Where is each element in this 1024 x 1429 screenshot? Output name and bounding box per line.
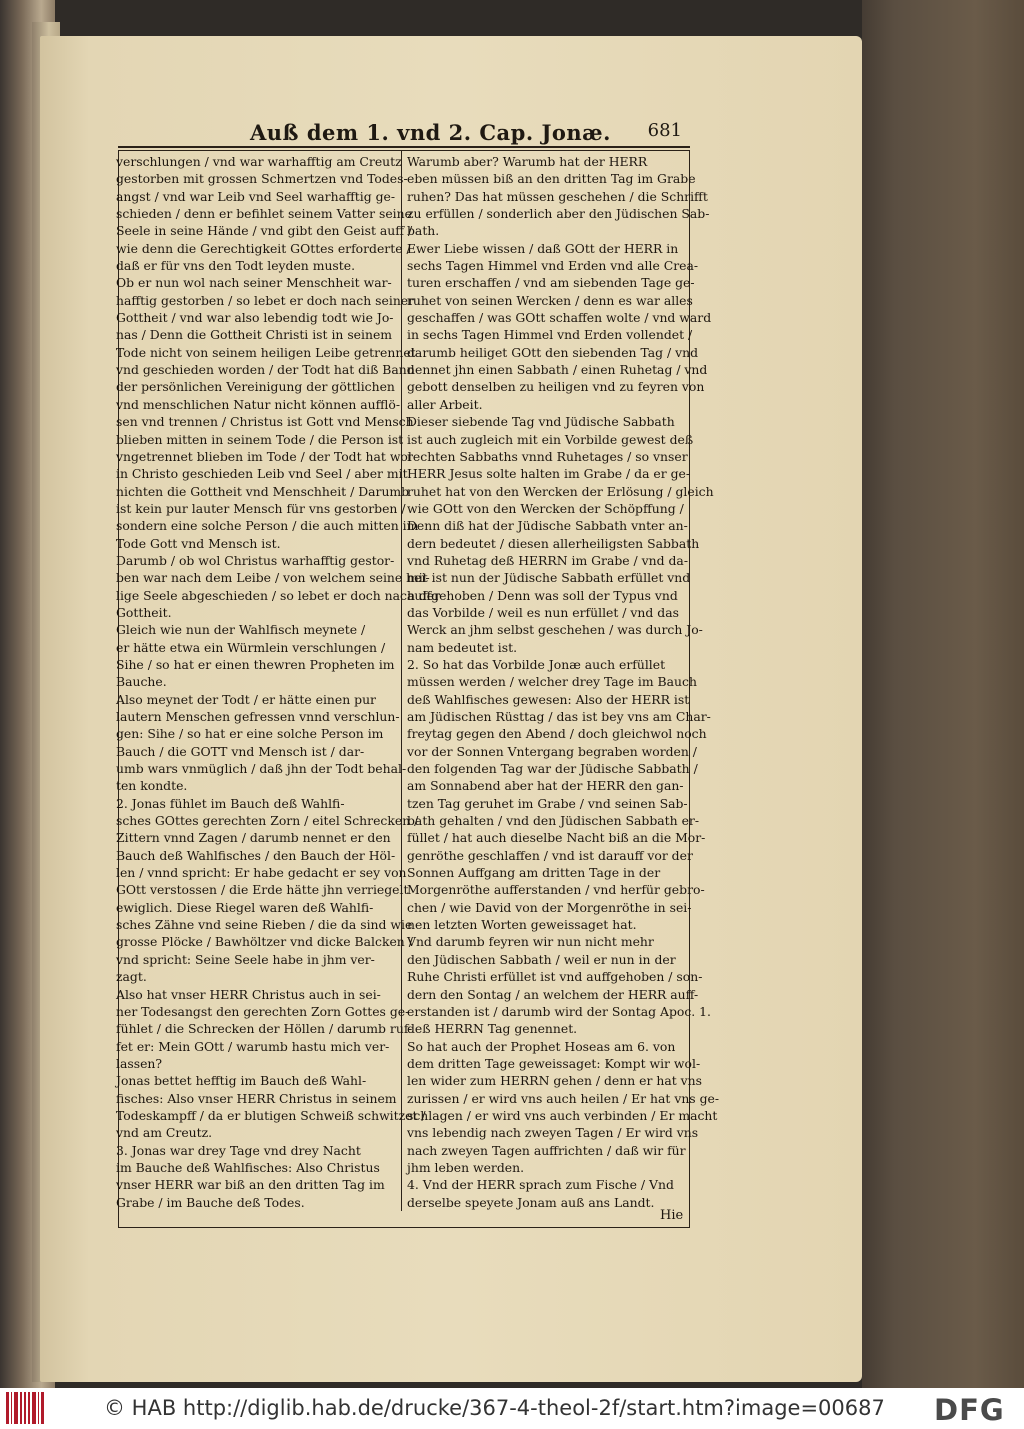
text-line: gestorben mit grossen Schmertzen vnd Todes- [116, 171, 408, 187]
text-line: vnd menschlichen Natur nicht können aufflö- [116, 396, 401, 412]
text-line: rechten Sabbaths vnnd Ruhetages / so vnser [407, 448, 688, 464]
text-line: bath. [407, 223, 440, 239]
text-line: er hätte etwa ein Würmlein verschlungen / [116, 639, 386, 655]
text-line: Seele in seine Hände / vnd gibt den Geist auff / [116, 223, 413, 239]
text-line: vnd am Creutz. [116, 1125, 213, 1141]
text-line: 3. Jonas war drey Tage vnd drey Nacht [116, 1142, 361, 1158]
text-line: sen vnd trennen / Christus ist Gott vnd Mensch [116, 414, 414, 430]
text-line: sechs Tagen Himmel vnd Erden vnd alle Crea- [407, 258, 699, 274]
text-line: ner Todesangst den gerechten Zorn Gottes ge- [116, 1003, 410, 1019]
text-line: auffgehoben / Denn was soll der Typus vnd [407, 587, 678, 603]
text-line: eben müssen biß an den dritten Tag im Grabe [407, 171, 696, 187]
text-line: füllet / hat auch dieselbe Nacht biß an die Mor- [407, 830, 706, 846]
text-line: zurissen / er wird vns auch heilen / Er hat vns ge- [407, 1090, 720, 1106]
text-line: nichten die Gottheit vnd Menschheit / Darumb [116, 483, 410, 499]
text-line: ruhet von seinen Wercken / denn es war alles [407, 292, 693, 308]
text-line: dern bedeutet / diesen allerheiligsten Sabbath [407, 535, 700, 551]
text-line: Gottheit / vnd war also lebendig todt wie Jo- [116, 310, 394, 326]
text-line: wie GOtt von den Wercken der Schöpffung / [407, 500, 684, 516]
text-line: darumb heiliget GOtt den siebenden Tag / vnd [407, 344, 699, 360]
text-line: Warumb aber? Warumb hat der HERR [407, 154, 648, 169]
text-line: mit ist nun der Jüdische Sabbath erfüllet vnd [407, 570, 691, 586]
text-line: len wider zum HERRN gehen / denn er hat vns [407, 1073, 702, 1089]
text-line: Jonas bettet hefftig im Bauch deß Wahl- [116, 1073, 367, 1089]
text-line: müssen werden / welcher drey Tage im Bauch [407, 674, 697, 690]
text-line: tzen Tag geruhet im Grabe / vnd seinen Sab- [407, 795, 688, 811]
text-line: aller Arbeit. [407, 396, 483, 412]
text-line: fühlet / die Schrecken der Höllen / darumb ruf- [116, 1021, 413, 1037]
text-line: lassen? [116, 1055, 163, 1071]
page-number: 681 [647, 120, 682, 141]
text-line: schlagen / er wird vns auch verbinden / Er macht [407, 1107, 718, 1123]
text-line: daß er für vns den Todt leyden muste. [116, 258, 356, 274]
text-line: der persönlichen Vereinigung der göttlichen [116, 379, 395, 395]
text-line: grosse Plöcke / Bawhöltzer vnd dicke Balcken / [116, 934, 413, 950]
text-line: den Jüdischen Sabbath / weil er nun in der [407, 951, 676, 967]
source-url[interactable]: © HAB http://diglib.hab.de/drucke/367-4-theol-2f/start.htm?image=00687 [104, 1396, 885, 1420]
text-line: ten kondte. [116, 778, 188, 794]
text-line: fisches: Also vnser HERR Christus in seinem [116, 1090, 397, 1106]
text-line: Tode Gott vnd Mensch ist. [116, 535, 281, 551]
text-line: Tode nicht von seinem heiligen Leibe getrennet [116, 344, 416, 360]
text-line: derselbe speyete Jonam auß ans Landt. [407, 1194, 655, 1210]
text-line: umb wars vnmüglich / daß jhn der Todt behal- [116, 761, 407, 777]
text-line: verschlungen / vnd war warhafftig am Creutz [116, 154, 402, 169]
text-line: geschaffen / was GOtt schaffen wolte / vnd ward [407, 310, 712, 326]
text-line: Denn diß hat der Jüdische Sabbath vnter an- [407, 518, 688, 534]
text-line: Werck an jhm selbst geschehen / was durch Jo- [407, 622, 703, 638]
text-line: 2. Jonas fühlet im Bauch deß Wahlfi- [116, 795, 345, 811]
text-line: Sonnen Auffgang am dritten Tage in der [407, 865, 661, 881]
text-line: Bauch deß Wahlfisches / den Bauch der Höl- [116, 847, 396, 863]
text-line: bath gehalten / vnd den Jüdischen Sabbath er- [407, 813, 700, 829]
text-line: So hat auch der Prophet Hoseas am 6. von [407, 1038, 676, 1054]
text-line: deß Wahlfisches gewesen: Also der HERR ist [407, 691, 690, 707]
text-line: ruhen? Das hat müssen geschehen / die Schrifft [407, 188, 708, 204]
text-line: Todeskampff / da er blutigen Schweiß schwitzet / [116, 1107, 426, 1123]
text-line: Also hat vnser HERR Christus auch in sei- [116, 986, 381, 1002]
text-line: schieden / denn er befihlet seinem Vatter seine [116, 206, 412, 222]
text-line: zu erfüllen / sonderlich aber den Jüdischen Sab- [407, 206, 710, 222]
text-line: Morgenröthe aufferstanden / vnd herfür gebro- [407, 882, 705, 898]
text-line: jhm leben werden. [407, 1159, 525, 1175]
text-line: Vnd darumb feyren wir nun nicht mehr [407, 934, 654, 950]
text-line: gebott denselben zu heiligen vnd zu feyren von [407, 379, 705, 395]
text-line: freytag gegen den Abend / doch gleichwol noch [407, 726, 707, 742]
text-line: vnser HERR war biß an den dritten Tag im [116, 1177, 385, 1193]
text-line: vngetrennet blieben im Tode / der Todt hat wol [116, 448, 412, 464]
running-header [118, 114, 690, 148]
text-line: blieben mitten in seinem Tode / die Person ist [116, 431, 404, 447]
text-line: Bauch / die GOTT vnd Mensch ist / dar- [116, 743, 365, 759]
text-line: in sechs Tagen Himmel vnd Erden vollendet / [407, 327, 693, 343]
text-line: chen / wie David von der Morgenröthe in sei- [407, 899, 692, 915]
text-line: dem dritten Tage geweissaget: Kompt wir wol- [407, 1055, 701, 1071]
catchword: Hie [660, 1208, 684, 1223]
text-line: Gleich wie nun der Wahlfisch meynete / [116, 622, 366, 638]
text-line: GOtt verstossen / die Erde hätte jhn verriegelt [116, 882, 409, 898]
text-line: hafftig gestorben / so lebet er doch nach seiner [116, 292, 415, 308]
text-line: Also meynet der Todt / er hätte einen pur [116, 691, 376, 707]
text-line: lautern Menschen gefressen vnnd verschlun- [116, 709, 400, 724]
text-line: Ewer Liebe wissen / daß GOtt der HERR in [407, 240, 679, 256]
text-line: Grabe / im Bauche deß Todes. [116, 1194, 305, 1210]
text-line: genröthe geschlaffen / vnd ist darauff vor der [407, 847, 693, 863]
barcode-icon [6, 1392, 44, 1424]
text-line: erstanden ist / darumb wird der Sontag Apoc. 1. [407, 1003, 711, 1019]
text-line: lige Seele abgeschieden / so lebet er doch nach der [116, 587, 441, 603]
text-line: ruhet hat von den Wercken der Erlösung / gleich [407, 483, 714, 499]
text-line: Zittern vnnd Zagen / darumb nennet er den [116, 830, 391, 846]
column-divider [401, 151, 402, 1211]
right-column [407, 153, 720, 1211]
text-line: das Vorbilde / weil es nun erfüllet / vnd das [407, 604, 679, 620]
text-line: nach zweyen Tagen auffrichten / daß wir für [407, 1142, 686, 1158]
text-line: fet er: Mein GOtt / warumb hastu mich ver- [116, 1038, 390, 1054]
text-line: gen: Sihe / so hat er eine solche Person im [116, 726, 384, 742]
text-line: 2. So hat das Vorbilde Jonæ auch erfüllet [407, 656, 666, 672]
text-line: vor der Sonnen Vntergang begraben worden / [407, 743, 697, 759]
text-line: ben war nach dem Leibe / von welchem seine hei- [116, 570, 430, 586]
text-line: sches Zähne vnd seine Rieben / die da sind wie [116, 917, 413, 933]
dfg-logo: DFG [934, 1393, 1005, 1427]
text-line: vnd Ruhetag deß HERRN im Grabe / vnd da- [407, 552, 689, 568]
text-line: Ob er nun wol nach seiner Menschheit war- [116, 275, 392, 291]
text-line: Darumb / ob wol Christus warhafftig gestor- [116, 552, 395, 568]
text-line: in Christo geschieden Leib vnd Seel / aber mit [116, 466, 408, 482]
scan-background-right [862, 0, 1024, 1388]
text-line: ewiglich. Diese Riegel waren deß Wahlfi- [116, 899, 374, 915]
text-line: vnd spricht: Seine Seele habe in jhm ver- [116, 951, 375, 967]
text-line: wie denn die Gerechtigkeit GOttes erforderte / [116, 240, 411, 256]
text-line: dern den Sontag / an welchem der HERR auff- [407, 986, 699, 1002]
text-line: den folgenden Tag war der Jüdische Sabbath / [407, 761, 698, 777]
text-line: sondern eine solche Person / die auch mitten im [116, 518, 419, 534]
text-line: 4. Vnd der HERR sprach zum Fische / Vnd [407, 1177, 674, 1193]
text-line: am Jüdischen Rüsttag / das ist bey vns am Char- [407, 709, 711, 724]
text-line: vnd geschieden worden / der Todt hat diß Band [116, 362, 415, 378]
text-line: turen erschaffen / vnd am siebenden Tage ge- [407, 275, 695, 291]
viewer-footer [0, 1388, 1024, 1429]
text-line: Gottheit. [116, 604, 172, 620]
text-line: sches GOttes gerechten Zorn / eitel Schrecken / [116, 813, 419, 829]
text-line: ist kein pur lauter Mensch für vns gestorben / [116, 500, 406, 516]
text-line: len / vnnd spricht: Er habe gedacht er sey von [116, 865, 407, 881]
text-line: Bauche. [116, 674, 167, 690]
text-line: vns lebendig nach zweyen Tagen / Er wird vns [407, 1125, 699, 1141]
running-title: Auß dem 1. vnd 2. Cap. Jonæ. [250, 120, 611, 145]
text-line: nen letzten Worten geweissaget hat. [407, 917, 637, 933]
text-line: nam bedeutet ist. [407, 639, 518, 655]
text-line: HERR Jesus solte halten im Grabe / da er ge- [407, 466, 691, 482]
text-line: Sihe / so hat er einen thewren Propheten im [116, 656, 395, 672]
text-line: Ruhe Christi erfüllet ist vnd auffgehoben / son- [407, 969, 703, 985]
text-line: nas / Denn die Gottheit Christi ist in seinem [116, 327, 393, 343]
text-line: Dieser siebende Tag vnd Jüdische Sabbath [407, 414, 675, 430]
text-line: nennet jhn einen Sabbath / einen Ruhetag / vnd [407, 362, 708, 378]
text-line: im Bauche deß Wahlfisches: Also Christus [116, 1159, 380, 1175]
text-line: deß HERRN Tag genennet. [407, 1021, 578, 1037]
text-line: angst / vnd war Leib vnd Seel warhafftig ge- [116, 188, 396, 204]
text-line: zagt. [116, 969, 147, 985]
text-line: ist auch zugleich mit ein Vorbilde gewest deß [407, 431, 694, 447]
text-line: am Sonnabend aber hat der HERR den gan- [407, 778, 684, 794]
